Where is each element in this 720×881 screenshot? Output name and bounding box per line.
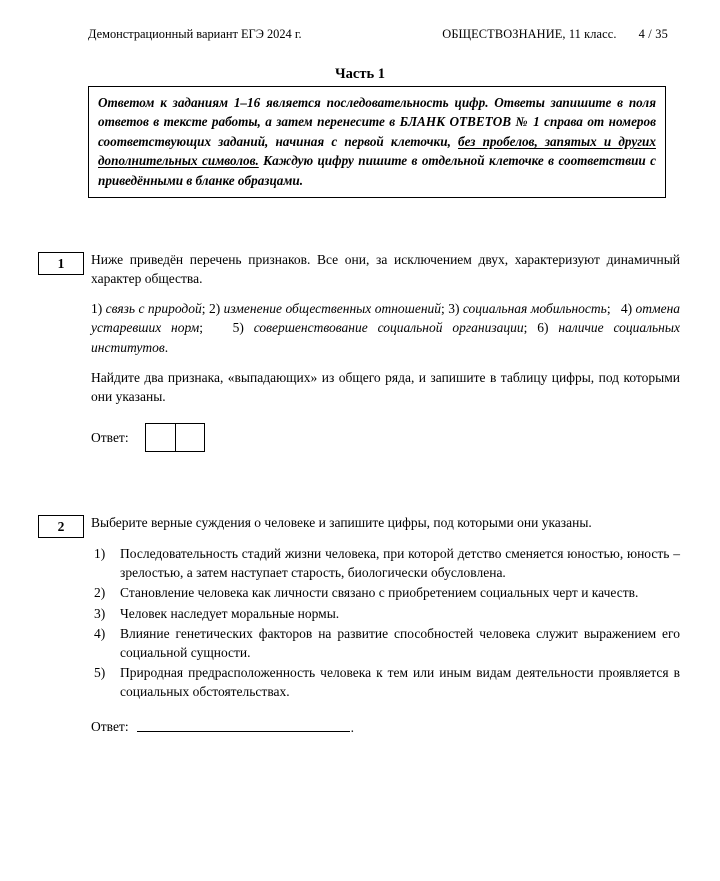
task-2-statement-list xyxy=(91,544,680,701)
inline-item-marker: 3) xyxy=(448,301,460,317)
task-1-answer-cells[interactable] xyxy=(145,423,205,452)
task-2-answer-label: Ответ: xyxy=(91,719,129,735)
answer-cell[interactable] xyxy=(146,424,175,451)
inline-item-text: связь с природой xyxy=(105,301,202,317)
header-subject-label: ОБЩЕСТВОЗНАНИЕ, 11 класс. xyxy=(442,27,617,41)
task-1-answer-label: Ответ: xyxy=(91,429,129,445)
inline-item-separator: ; xyxy=(201,301,206,317)
statement-text: Человек наследует моральные нормы. xyxy=(120,605,340,621)
task-1-intro: Ниже приведён перечень признаков. Все они, за исключением двух, характеризуют динамичный характер общества. xyxy=(91,252,680,287)
inline-item-text: социальная мобильность xyxy=(462,301,607,317)
statement-text: Природная предрасположенность человека к тем или иным видам деятельности проявляется в социальных обстоятельствах. xyxy=(120,665,680,700)
instruction-segment-2: Каждую цифру пишите в отдельной клеточке в соответствии с приведёнными в бланке образцами. xyxy=(98,153,656,188)
task-1-answer-row xyxy=(91,423,680,452)
task-2-number: 2 xyxy=(38,515,84,538)
task-2-answer-period: . xyxy=(350,720,354,736)
task-1-body xyxy=(91,250,680,452)
inline-item-separator: ; xyxy=(199,320,203,336)
task-1-inline-items xyxy=(91,299,680,356)
instruction-box xyxy=(88,86,666,198)
inline-item-text: наличие социальных институтов xyxy=(91,320,681,355)
statement-item xyxy=(91,604,680,623)
inline-item-marker: 4) xyxy=(620,301,633,317)
page-number: 4 / 35 xyxy=(638,27,668,41)
statement-item xyxy=(91,663,680,701)
header-variant-label: Демонстрационный вариант ЕГЭ 2024 г. xyxy=(88,27,302,41)
statement-marker: 4) xyxy=(94,625,106,641)
statement-item xyxy=(91,544,680,582)
part-title: Часть 1 xyxy=(335,66,385,82)
statement-marker: 3) xyxy=(94,605,106,621)
inline-item-text: отмена устаревших норм xyxy=(91,301,681,336)
statement-item xyxy=(91,624,680,662)
inline-item-text: совершенствование социальной организации xyxy=(253,320,524,336)
statement-item xyxy=(91,583,680,602)
statement-marker: 1) xyxy=(94,546,106,562)
task-1-instruction: Найдите два признака, «выпадающих» из общего ряда, и запишите в таблицу цифры, под которыми они указаны. xyxy=(91,369,680,404)
answer-cell[interactable] xyxy=(175,424,204,451)
instruction-segment-underlined: без пробелов, запятых и других дополнительных символов. xyxy=(98,133,656,169)
inline-item-separator: ; xyxy=(441,301,445,317)
task-2-intro: Выберите верные суждения о человеке и запишите цифры, под которыми они указаны. xyxy=(91,515,592,530)
statement-text: Последовательность стадий жизни человека, при которой детство сменяется юностью, юность – зрелостью, а затем наступает старость, биологически обусловлена. xyxy=(120,546,680,581)
task-2-body xyxy=(91,513,680,736)
inline-item-marker: 1) xyxy=(91,301,103,317)
page-header xyxy=(88,27,668,42)
statement-marker: 2) xyxy=(94,585,106,601)
instruction-segment-1: Ответом к заданиям 1–16 является последовательность цифр. Ответы запишите в поля ответов в тексте работы, а затем перенесите в БЛАНК ОТВЕТОВ № 1 справа от номеров соответствующих заданий, начиная с первой клеточки, xyxy=(98,95,656,149)
instruction-text xyxy=(98,93,656,190)
task-1 xyxy=(38,250,680,452)
statement-text: Становление человека как личности связано с приобретением социальных черт и качеств. xyxy=(120,585,639,601)
task-2-answer-blank-wrap[interactable] xyxy=(137,718,354,736)
task-1-number: 1 xyxy=(38,252,84,275)
header-right-group xyxy=(442,27,668,42)
task-2-answer-blank[interactable] xyxy=(137,718,350,732)
statement-text: Влияние генетических факторов на развитие способностей человека служит выражением его социальной сущности. xyxy=(120,625,680,660)
inline-item-terminator: . xyxy=(164,339,169,355)
inline-item-separator: ; xyxy=(606,301,611,317)
inline-item-marker: 2) xyxy=(208,301,221,317)
task-2-answer-row xyxy=(91,718,680,736)
inline-item-text: изменение общественных отношений xyxy=(223,301,442,317)
inline-item-separator: ; xyxy=(523,320,528,336)
statement-marker: 5) xyxy=(94,665,106,681)
task-2 xyxy=(38,513,680,736)
inline-item-marker: 6) xyxy=(537,320,549,336)
inline-item-marker: 5) xyxy=(232,320,244,336)
